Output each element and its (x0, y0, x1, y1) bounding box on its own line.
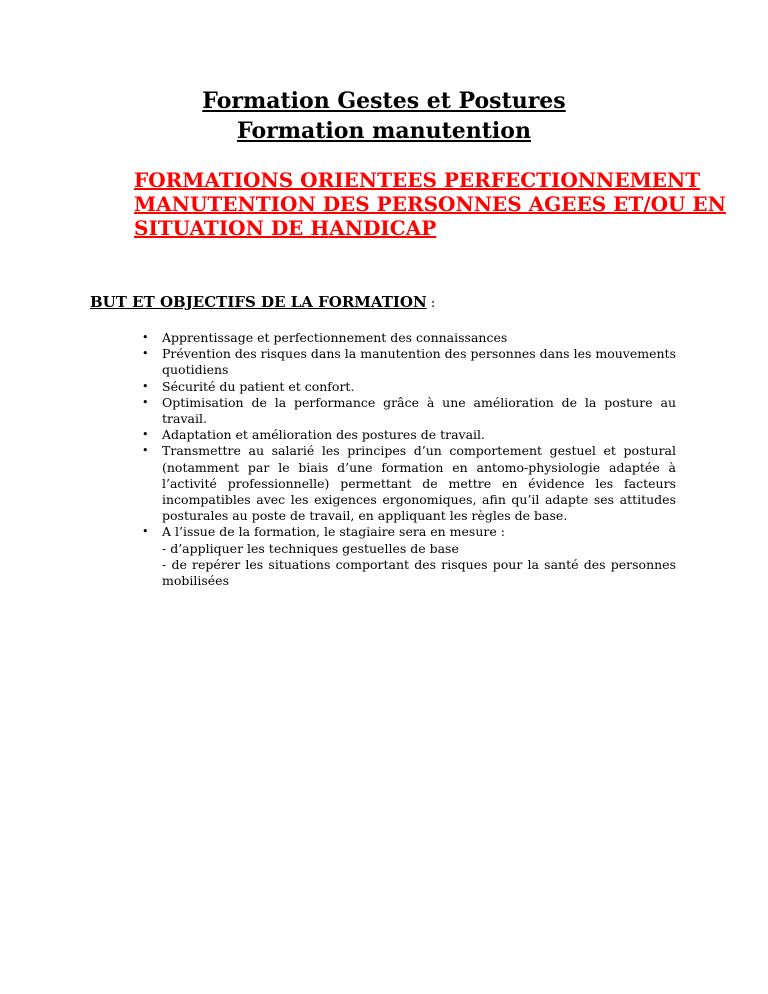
list-item-text: Prévention des risques dans la manutention des personnes dans les mouvements quotidiens (162, 346, 676, 378)
list-item-text: Adaptation et amélioration des postures de travail. (162, 427, 486, 443)
main-titles (0, 86, 768, 146)
bullet-icon: • (142, 428, 149, 442)
list-item-text: Apprentissage et perfectionnement des connaissances (162, 330, 508, 345)
list-item-sub-2: - de repérer les situations comportant des risques pour la santé des personnes mobilisées (162, 556, 676, 589)
list-item-intro: A l’issue de la formation, le stagiaire sera en mesure : (162, 524, 505, 540)
bullet-icon: • (142, 347, 149, 361)
red-subtitle-line-1: FORMATIONS ORIENTEES PERFECTIONNEMENT (134, 168, 701, 192)
bullet-icon: • (142, 379, 149, 393)
list-item (142, 378, 676, 395)
list-item-text: Optimisation de la performance grâce à une amélioration de la posture au travail. (162, 394, 676, 427)
bullet-icon: • (142, 444, 149, 458)
main-title-line-1: Formation Gestes et Postures (202, 88, 566, 114)
bullet-icon: • (142, 331, 149, 344)
list-item-text: Transmettre au salarié les principes d’un comportement gestuel et postural (notamment par le biais d’une formation en antomo-physiologie adaptée à l’activité professionnelle) permettant de mettre en évidence les facteurs incompatibles avec les exigences ergonomiques, afin qu’il adapte ses attitudes posturales au poste de travail, en appliquant les règles de base. (162, 443, 676, 524)
red-subtitle (134, 168, 726, 240)
objectives-list (142, 330, 676, 589)
section-heading (90, 292, 435, 314)
list-item (142, 427, 676, 443)
red-subtitle-line-2: MANUTENTION DES PERSONNES AGEES ET/OU EN (134, 192, 726, 216)
section-heading-text: BUT ET OBJECTIFS DE LA FORMATION (90, 293, 427, 311)
list-item-text: Sécurité du patient et confort. (162, 378, 355, 394)
red-subtitle-line-3: SITUATION DE HANDICAP (134, 216, 437, 240)
list-item (142, 524, 676, 589)
list-item (142, 330, 676, 346)
list-item-sub-1: - d’appliquer les techniques gestuelles de base (162, 540, 459, 556)
list-item (142, 346, 676, 378)
list-item (142, 394, 676, 427)
bullet-icon: • (142, 525, 149, 539)
bullet-icon: • (142, 395, 149, 409)
list-item (142, 443, 676, 524)
section-heading-colon: : (426, 296, 436, 311)
main-title-line-2: Formation manutention (237, 118, 531, 144)
